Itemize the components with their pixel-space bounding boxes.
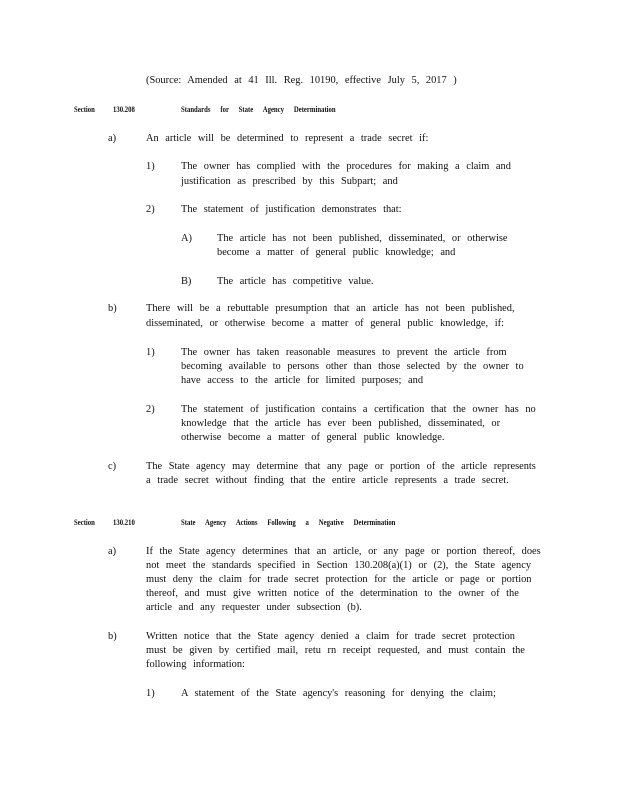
- section-208-title: Standards for State Agency Determination: [181, 105, 336, 114]
- paragraph-210b-line: following information:: [146, 659, 245, 670]
- section-210-title: State Agency Actions Following a Negative Determination: [181, 518, 396, 527]
- paragraph-a1-line: The owner has complied with the procedures for making a claim and: [181, 161, 511, 172]
- paragraph-210b1-line: A statement of the State agency's reasoning for denying the claim;: [181, 688, 496, 699]
- section-208-label: Section: [74, 105, 95, 114]
- paragraph-b2-line: The statement of justification contains a certification that the owner has no: [181, 404, 536, 415]
- paragraph-b1-line: becoming available to persons other than those selected by the owner to: [181, 361, 524, 372]
- item-label-a: a): [108, 133, 117, 144]
- item-label-210a: a): [108, 546, 117, 557]
- paragraph-a2A-line: become a matter of general public knowledge; and: [217, 247, 456, 258]
- item-label-a2A: A): [181, 233, 192, 244]
- paragraph-b1-line: The owner has taken reasonable measures to prevent the article from: [181, 347, 507, 358]
- item-label-210b: b): [108, 631, 117, 642]
- paragraph-a2A-line: The article has not been published, disseminated, or otherwise: [217, 233, 508, 244]
- item-label-b2: 2): [146, 404, 155, 415]
- section-210-label: Section: [74, 518, 95, 527]
- paragraph-b1-line: have access to the article for limited purposes; and: [181, 375, 424, 386]
- item-label-b: b): [108, 303, 117, 314]
- item-label-a2: 2): [146, 204, 155, 215]
- paragraph-a2B-line: The article has competitive value.: [217, 276, 374, 287]
- item-label-210b1: 1): [146, 688, 155, 699]
- paragraph-210b-line: Written notice that the State agency denied a claim for trade secret protection: [146, 631, 515, 642]
- paragraph-c-line: The State agency may determine that any page or portion of the article represents: [146, 461, 536, 472]
- paragraph-a1-line: justification as prescribed by this Subpart; and: [181, 176, 398, 187]
- item-label-a2B: B): [181, 276, 192, 287]
- paragraph-210a-line: If the State agency determines that an article, or any page or portion thereof, does: [146, 546, 541, 557]
- paragraph-210b-line: must be given by certified mail, retu rn receipt requested, and must contain the: [146, 645, 525, 656]
- section-210-number: 130.210: [113, 518, 135, 527]
- item-label-a1: 1): [146, 161, 155, 172]
- paragraph-c-line: a trade secret without finding that the entire article represents a trade secret.: [146, 475, 509, 486]
- paragraph-b-line: disseminated, or otherwise become a matter of general public knowledge, if:: [146, 318, 504, 329]
- paragraph-b-line: There will be a rebuttable presumption that an article has not been published,: [146, 303, 515, 314]
- paragraph-a-text: An article will be determined to represent a trade secret if:: [146, 133, 429, 144]
- item-label-b1: 1): [146, 347, 155, 358]
- paragraph-a2-line: The statement of justification demonstrates that:: [181, 204, 402, 215]
- paragraph-b2-line: knowledge that the article has ever been published, disseminated, or: [181, 418, 501, 429]
- section-208-number: 130.208: [113, 105, 135, 114]
- paragraph-210a-line: must deny the claim for trade secret protection for the article or page or portion: [146, 574, 532, 585]
- source-note: (Source: Amended at 41 Ill. Reg. 10190, effective July 5, 2017 ): [146, 75, 457, 86]
- item-label-c: c): [108, 461, 117, 472]
- paragraph-b2-line: otherwise become a matter of general public knowledge.: [181, 432, 445, 443]
- paragraph-210a-line: article and any requester under subsection (b).: [146, 602, 362, 613]
- paragraph-210a-line: not meet the standards specified in Section 130.208(a)(1) or (2), the State agency: [146, 560, 532, 571]
- paragraph-210a-line: thereof, and must give written notice of the determination to the owner of the: [146, 588, 519, 599]
